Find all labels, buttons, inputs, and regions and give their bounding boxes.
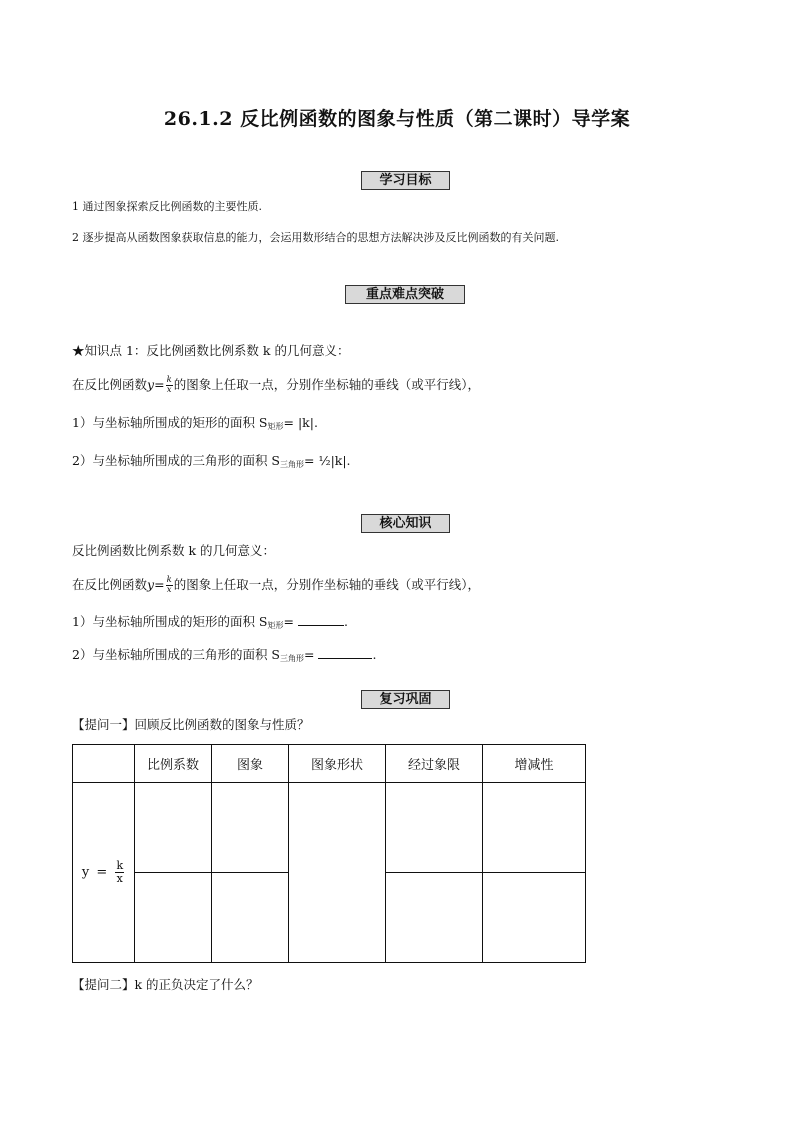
section-label-key-points: 重点难点突破 <box>345 285 465 304</box>
row-label-y: y <box>81 865 90 880</box>
page-title: 26.1.2 反比例函数的图象与性质（第二课时）导学案 <box>163 108 631 130</box>
table-header-cell: 图象 <box>212 745 289 783</box>
key-rect-pre: 1）与坐标轴所围成的矩形的面积 S <box>72 415 268 430</box>
table-cell-blank[interactable] <box>483 873 586 963</box>
table-corner-cell <box>73 745 135 783</box>
core-rect-period: . <box>343 614 348 629</box>
table-cell-blank[interactable] <box>483 783 586 873</box>
core-rect-sub: 矩形 <box>267 621 284 630</box>
formula-eq: = <box>154 377 165 392</box>
table-header-cell: 经过象限 <box>386 745 483 783</box>
row-label-den: x <box>116 872 123 885</box>
key-rect-area <box>72 414 318 436</box>
key-tri-pre: 2）与坐标轴所围成的三角形的面积 S <box>72 453 280 468</box>
review-question-1: 【提问一】回顾反比例函数的图象与性质？ <box>72 717 310 732</box>
table-cell-blank[interactable] <box>135 783 212 873</box>
formula-den: x <box>166 385 172 395</box>
core-formula-den: x <box>166 585 172 595</box>
table-cell-blank[interactable] <box>212 873 289 963</box>
table-header-row <box>73 745 586 783</box>
section-label-core: 核心知识 <box>361 514 450 533</box>
core-tri-blank[interactable] <box>318 646 372 659</box>
core-rect-blank[interactable] <box>298 613 344 626</box>
core-formula-num: k <box>166 575 172 585</box>
core-heading: 反比例函数比例系数 k 的几何意义： <box>72 543 276 558</box>
section-label-goals: 学习目标 <box>361 171 450 190</box>
core-formula-y: y <box>147 577 155 592</box>
table-cell-blank[interactable] <box>386 783 483 873</box>
core-rect-eq: = <box>283 614 294 629</box>
formula-y: y <box>147 377 155 392</box>
key-intro-pre: 在反比例函数 <box>72 377 148 392</box>
key-rect-sub: 矩形 <box>267 422 284 431</box>
core-tri-eq: = <box>304 647 315 662</box>
core-tri-sub: 三角形 <box>280 654 304 663</box>
row-label-eq: = <box>96 865 108 880</box>
table-header-cell: 图象形状 <box>289 745 386 783</box>
section-label-review: 复习巩固 <box>361 690 450 709</box>
key-heading: ★知识点 1：反比例函数比例系数 k 的几何意义： <box>72 343 350 358</box>
core-formula-eq: = <box>154 577 165 592</box>
table-row-label <box>73 783 135 963</box>
goal-item-2: 2 逐步提高从函数图象获取信息的能力，会运用数形结合的思想方法解决涉及反比例函数的有关问题. <box>72 231 559 244</box>
key-rect-val: = |k|. <box>283 415 318 430</box>
core-intro-pre: 在反比例函数 <box>72 577 148 592</box>
core-intro-post: 的图象上任取一点，分别作坐标轴的垂线（或平行线）， <box>173 577 480 592</box>
table-cell-blank[interactable] <box>135 873 212 963</box>
review-question-2: 【提问二】k 的正负决定了什么？ <box>72 977 259 992</box>
formula-num: k <box>166 375 172 385</box>
row-label-fraction <box>115 860 124 885</box>
key-tri-val: = ½|k|. <box>304 453 351 468</box>
core-tri-area <box>72 646 376 668</box>
core-rect-area <box>72 613 348 635</box>
formula-fraction <box>166 376 173 395</box>
row-label-num: k <box>116 859 124 872</box>
table-header-cell: 比例系数 <box>135 745 212 783</box>
key-intro-post: 的图象上任取一点，分别作坐标轴的垂线（或平行线）， <box>173 377 480 392</box>
table-cell-blank[interactable] <box>212 783 289 873</box>
key-tri-area <box>72 452 351 474</box>
core-tri-pre: 2）与坐标轴所围成的三角形的面积 S <box>72 647 280 662</box>
table-cell-blank[interactable] <box>386 873 483 963</box>
key-tri-sub: 三角形 <box>280 460 304 469</box>
table-row <box>73 783 586 873</box>
core-tri-period: . <box>372 647 377 662</box>
properties-table <box>72 744 586 963</box>
table-cell-blank[interactable] <box>289 783 386 963</box>
core-formula-fraction <box>166 576 173 595</box>
core-intro <box>72 576 480 595</box>
key-intro <box>72 376 480 395</box>
goal-item-1: 1 通过图象探索反比例函数的主要性质. <box>72 200 262 213</box>
core-rect-pre: 1）与坐标轴所围成的矩形的面积 S <box>72 614 268 629</box>
table-header-cell: 增减性 <box>483 745 586 783</box>
